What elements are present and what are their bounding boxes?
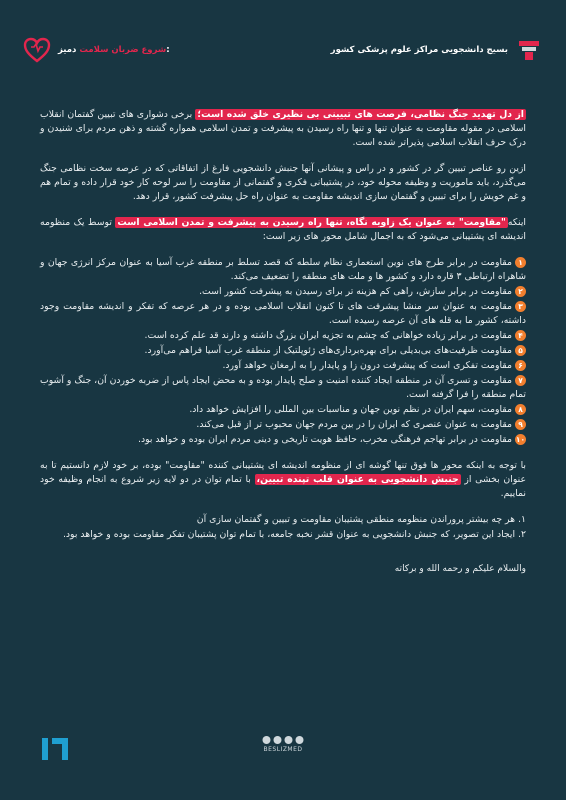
number-badge: ۳ (515, 301, 526, 312)
para3-highlight: "مقاومت" به عنوان یک زاویه نگاه، تنها راه رسیدن به پیشرفت و تمدن اسلامی است (117, 217, 506, 228)
action-item: ۲. ایجاد این تصویر، که جنبش دانشجویی به عنوان قشر نخبه جامعه، با تمام توان پشتیبان تفکر مقاومت بوده و خواهد بود. (62, 529, 526, 540)
social-block (263, 736, 304, 753)
bale-icon[interactable] (296, 736, 304, 744)
number-badge: ۵ (515, 345, 526, 356)
list-item-text: مقاومت در برابر زیاده خواهانی که چشم به تجزیه ایران بزرگ داشته و دارند قد علم کرده است. (144, 330, 512, 341)
list-item (40, 359, 526, 373)
list-item (40, 256, 526, 284)
intro-rest: برخی دشواری های تبیین گفتمان انقلاب اسلامی در مقوله مقاومت به عنوان تنها و تنها راه رسیدن به پیشرفت و تمدن اسلامی همواره گشته و ذهن مردم برای شنیدن و درک حرف انقلاب اسلامی پذیراتر شده است. (40, 109, 526, 148)
list-item-text: مقاومت در برابر تهاجم فرهنگی مخرب، حافظ هویت تاریخی و دینی مردم ایران بوده و خواهد بود. (137, 434, 512, 445)
number-badge: ۴ (515, 330, 526, 341)
list-item (40, 433, 526, 447)
intro-highlight: از دل تهدید جنگ نظامی، فرصت های تبیینی بی نظیری خلق شده است؛ (197, 109, 524, 120)
list-item (40, 300, 526, 328)
intro-paragraph (40, 108, 526, 150)
basij-emblem-icon (514, 35, 544, 65)
resistance-axes-list (40, 256, 526, 447)
list-item-text: مقاومت و تسری آن در منطقه ایجاد کننده امنیت و صلح پایدار بوده و به محض ایجاد پاس از ضربه خوردن آن، جنگ و آشوب تمام منطقه را فرا گرفته است. (40, 375, 526, 400)
number-badge: ۸ (515, 404, 526, 415)
statement-body (40, 108, 526, 576)
right-brand-text: بسیج دانشجویی مراکز علوم پزشکی کشور (330, 45, 508, 55)
list-item (40, 285, 526, 299)
number-badge: ۶ (515, 360, 526, 371)
action-list (40, 513, 526, 542)
para4-highlight: جنبش دانشجویی به عنوان قلب تپنده تبیین، (256, 474, 459, 485)
eitaa-icon[interactable] (285, 736, 293, 744)
page-header (22, 34, 544, 66)
para4-rest: با تمام توان در دو لایه زیر شروع به انجام وظیفه خود نماییم. (40, 474, 526, 499)
para3-prefix: اینکه (507, 217, 526, 228)
left-brand-main: شروع ضربان سلامت (79, 45, 167, 55)
number-badge: ۷ (515, 375, 526, 386)
right-brand (331, 35, 544, 65)
number-badge: ۲ (515, 286, 526, 297)
social-icons (263, 736, 304, 744)
list-item-text: مقاومت در برابر سازش، راهی کم هزینه تر برای رسیدن به پیشرفت کشور است. (199, 286, 512, 297)
brand-mark-icon (40, 734, 70, 762)
list-item-text: مقاومت ظرفیت‌های بی‌بدیلی برای بهره‌برداری‌های ژئوپلتیک از منطقه غرب آسیا فراهم می‌آورد. (144, 345, 512, 356)
number-badge: ۹ (515, 419, 526, 430)
paragraph-2: ازین رو عناصر تبیین گر در کشور و در راس و پیشانی آنها جنبش دانشجویی فارغ از اتفاقاتی که در عرصه سخت نظامی جنگ می‌گذرد، باید ماموریت و وظیفه محوله خود، در پشتیبانی فکری و گفتمانی از مقاومت را سر لوحه کار خود قرار داده و تمام هم و غم خویش را برای تبیین و گفتمان سازی اندیشه مقاومت به عنوان راه حل پیشرفت کشور، قرار دهد. (40, 163, 526, 202)
left-brand (22, 35, 170, 65)
left-brand-prefix: دمیز: (58, 45, 170, 55)
action-item: ۱. هر چه بیشتر پروراندن منظومه منطقی پشتیبان مقاومت و تبیین و گفتمان سازی آن (196, 514, 526, 525)
list-item-text: مقاومت به عنوان عنصری که ایران را در بین مردم جهان محبوب تر از قبل می‌کند. (196, 419, 512, 430)
number-badge: ۱ (515, 257, 526, 268)
list-item-text: مقاومت، سهم ایران در نظم نوین جهان و مناسبات بین المللی را افزایش خواهد داد. (189, 404, 512, 415)
social-handle[interactable]: BESLIZMED (263, 746, 303, 753)
heart-logo-icon (22, 35, 52, 65)
telegram-icon[interactable] (263, 736, 271, 744)
number-badge: ۱۰ (515, 435, 526, 444)
list-item (40, 418, 526, 432)
list-item-text: مقاومت تفکری است که پیشرفت درون زا و پایدار را به ارمغان خواهد آورد. (222, 360, 512, 371)
list-item-text: مقاومت در برابر طرح های نوین استعماری نظام سلطه که قصد تسلط بر منطقه غرب آسیا به عنوان مرکز انرژی جهان و شاهراه ارتباطی ۳ قاره دارد و کشور ها و ملت های منطقه را تضعیف می‌کند. (40, 257, 526, 282)
para3-rest: توسط یک منظومه اندیشه ای پشتیبانی می‌شود که به اجمال شامل محور های زیر است: (40, 217, 526, 242)
left-brand-text (58, 45, 170, 55)
list-item (40, 344, 526, 358)
paragraph-4 (40, 459, 526, 501)
list-item (40, 374, 526, 402)
paragraph-3 (40, 216, 526, 244)
page-footer (40, 732, 526, 764)
list-item-text: مقاومت به عنوان سر منشا پیشرفت های تا کنون انقلاب اسلامی بوده و در هر عرصه که تفکر و اندیشه مقاومت وجود داشته، کشور ما به قله های آن عرصه رسیده است. (40, 301, 526, 326)
list-item (40, 329, 526, 343)
para4-prefix: با توجه به اینکه محور ها فوق تنها گوشه ای از منظومه اندیشه ای پشتیبانی کننده "مقاومت" بوده، بر خود لازم دانستیم تا به عنوان بخشی از (40, 460, 526, 485)
list-item (40, 403, 526, 417)
closing-salutation: والسلام علیکم و رحمه الله و برکاته (394, 564, 526, 574)
instagram-icon[interactable] (274, 736, 282, 744)
